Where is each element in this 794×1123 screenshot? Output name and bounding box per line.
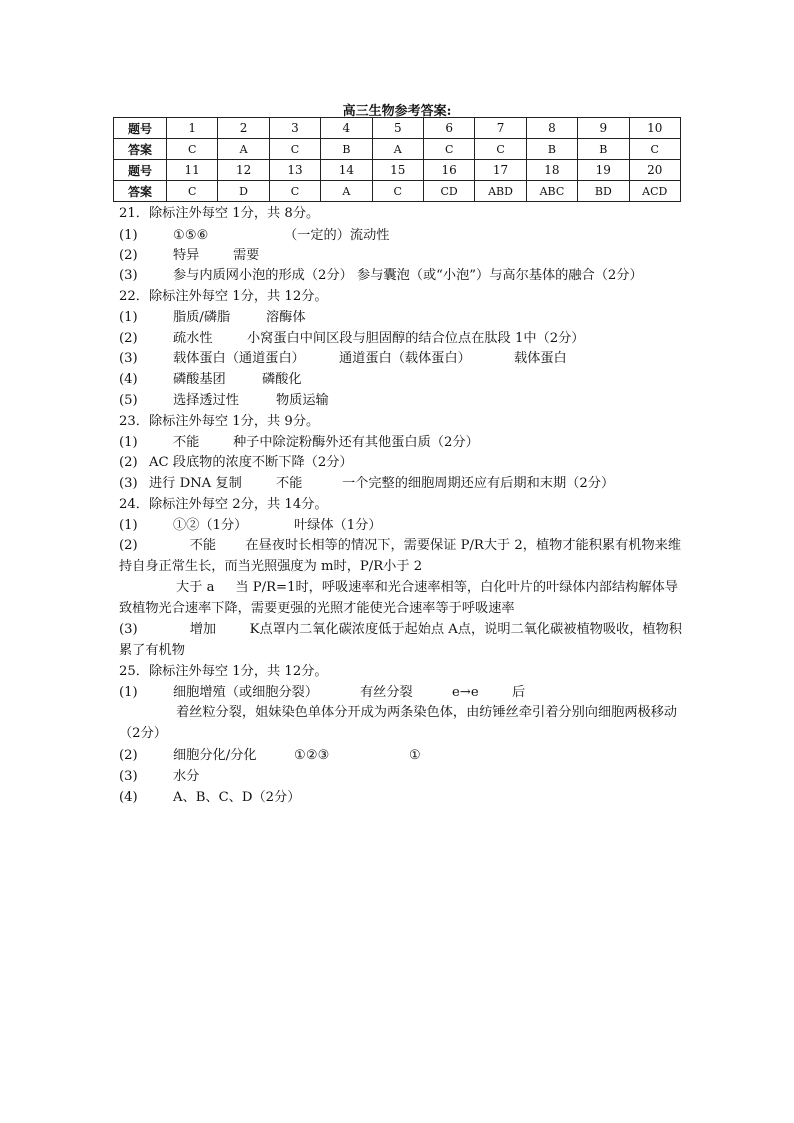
answer-text: （一定的）流动性 — [284, 228, 390, 243]
item-number: (3) — [119, 476, 138, 491]
item-number: (2) — [119, 248, 138, 263]
answer-text: 有丝分裂 — [360, 685, 413, 700]
section-header: 22．除标注外每空 1分，共 12分。 — [119, 289, 328, 304]
q24-line-2 — [119, 536, 684, 577]
q23-header — [119, 414, 319, 430]
item-number: (1) — [119, 228, 138, 243]
table-cell: 1 — [167, 118, 218, 139]
answer-text: 当 P/R=1时，呼吸速率和光合速率相等，白化叶片的叶绿体内部结构解体导致植物光合速率下降，需要更强的光照才能使光合速率等于呼吸速率 — [119, 580, 678, 616]
table-cell: 19 — [578, 160, 629, 181]
answer-text: 细胞分化/分化 — [173, 748, 257, 763]
question-number-row-2 — [114, 160, 681, 181]
item-number: (2) — [119, 538, 138, 553]
table-cell: ACD — [629, 181, 680, 202]
answer-text: 特异 — [173, 248, 200, 263]
answer-text: 细胞增殖（或细胞分裂） — [173, 685, 319, 700]
q24-line-2b — [119, 578, 684, 619]
table-cell: A — [372, 139, 423, 160]
table-cell: ABC — [526, 181, 577, 202]
table-cell: 10 — [629, 118, 680, 139]
q21-header — [119, 206, 319, 222]
answer-text: 水分 — [173, 769, 200, 784]
answer-text: 载体蛋白（通道蛋白） — [173, 351, 305, 366]
table-cell: C — [269, 181, 320, 202]
table-cell: C — [475, 139, 526, 160]
answer-text: 通道蛋白（载体蛋白） — [339, 351, 471, 366]
answer-text: e→e — [452, 685, 479, 700]
table-cell: 15 — [372, 160, 423, 181]
item-number: (1) — [119, 518, 138, 533]
answer-text: 在昼夜时长相等的情况下，需要保证 P/R大于 2，植物才能积累有机物来维持自身正常生长，而当光照强度为 m时，P/R小于 2 — [119, 538, 682, 574]
table-cell: 11 — [167, 160, 218, 181]
table-cell: 5 — [372, 118, 423, 139]
answer-text: 疏水性 — [173, 331, 213, 346]
q25-line-1b — [119, 703, 684, 744]
table-cell: 3 — [269, 118, 320, 139]
answer-text: 脂质/磷脂 — [173, 310, 231, 325]
q24-header — [119, 497, 328, 513]
table-cell: 8 — [526, 118, 577, 139]
item-number: (4) — [119, 372, 138, 387]
table-cell: C — [629, 139, 680, 160]
answer-text: 种子中除淀粉酶外还有其他蛋白质（2分） — [233, 435, 479, 450]
row-label: 答案 — [114, 139, 167, 160]
answer-text: ① — [409, 748, 421, 763]
answer-text: 叶绿体（1分） — [294, 518, 382, 533]
answer-text: 物质运输 — [276, 393, 329, 408]
row-label: 题号 — [114, 160, 167, 181]
section-header: 25．除标注外每空 1分，共 12分。 — [119, 664, 328, 679]
table-cell: 17 — [475, 160, 526, 181]
item-number: (5) — [119, 393, 138, 408]
item-number: (1) — [119, 435, 138, 450]
table-cell: 12 — [218, 160, 269, 181]
table-cell: A — [321, 181, 372, 202]
answer-text: 进行 DNA 复制 — [149, 476, 242, 491]
table-cell: C — [167, 139, 218, 160]
table-cell: C — [423, 139, 474, 160]
answer-text: 磷酸化 — [262, 372, 302, 387]
answer-text: 选择透过性 — [173, 393, 239, 408]
table-cell: B — [578, 139, 629, 160]
answer-table — [113, 117, 681, 202]
item-number: (3) — [119, 351, 138, 366]
item-number: (3) — [119, 268, 138, 283]
table-cell: 13 — [269, 160, 320, 181]
answer-text: 小窝蛋白中间区段与胆固醇的结合位点在肽段 1中（2分） — [247, 331, 585, 346]
table-cell: 7 — [475, 118, 526, 139]
answer-row-1 — [114, 139, 681, 160]
q24-line-3 — [119, 620, 684, 661]
question-number-row-1 — [114, 118, 681, 139]
table-cell: CD — [423, 181, 474, 202]
answer-row-2 — [114, 181, 681, 202]
item-number: (3) — [119, 622, 138, 637]
answer-text: 溶酶体 — [266, 310, 306, 325]
answer-text: 需要 — [233, 248, 260, 263]
answer-text: ①②（1分） — [173, 518, 248, 533]
table-cell: 9 — [578, 118, 629, 139]
table-cell: ABD — [475, 181, 526, 202]
answer-text: 载体蛋白 — [514, 351, 567, 366]
item-number: (2) — [119, 331, 138, 346]
answer-text: 不能 — [276, 476, 303, 491]
item-number: (4) — [119, 790, 138, 805]
table-cell: 4 — [321, 118, 372, 139]
table-cell: BD — [578, 181, 629, 202]
row-label: 题号 — [114, 118, 167, 139]
table-cell: C — [167, 181, 218, 202]
page-title: 高三生物参考答案: — [342, 104, 452, 119]
table-cell: C — [372, 181, 423, 202]
table-cell: 6 — [423, 118, 474, 139]
table-cell: 14 — [321, 160, 372, 181]
table-cell: C — [269, 139, 320, 160]
q22-header — [119, 289, 328, 305]
answer-text: 大于 a — [176, 580, 215, 595]
answer-text: 磷酸基团 — [173, 372, 226, 387]
table-cell: D — [218, 181, 269, 202]
answer-text: 着丝粒分裂，姐妹染色单体分开成为两条染色体，由纺锤丝牵引着分别向细胞两极移动（2分） — [119, 705, 678, 741]
table-cell: 2 — [218, 118, 269, 139]
item-number: (3) — [119, 769, 138, 784]
item-number: (1) — [119, 685, 138, 700]
section-header: 24．除标注外每空 2分，共 14分。 — [119, 497, 328, 512]
item-number: (2) — [119, 455, 138, 470]
q25-header — [119, 664, 328, 680]
answer-text: 不能 — [189, 538, 217, 553]
section-header: 23．除标注外每空 1分，共 9分。 — [119, 414, 320, 429]
table-cell: 18 — [526, 160, 577, 181]
item-number: (2) — [119, 748, 138, 763]
answer-text: 增加 — [189, 622, 217, 637]
item-number: (1) — [119, 310, 138, 325]
answer-text: K点罩内二氧化碳浓度低于起始点 A点，说明二氧化碳被植物吸收，植物积累了有机物 — [119, 622, 682, 658]
answer-text: AC 段底物的浓度不断下降（2分） — [149, 455, 353, 470]
answer-text: ①⑤⑥ — [173, 228, 209, 243]
answer-text: 后 — [512, 685, 526, 700]
table-cell: B — [321, 139, 372, 160]
table-cell: A — [218, 139, 269, 160]
section-header: 21．除标注外每空 1分，共 8分。 — [119, 206, 320, 221]
answer-text: 一个完整的细胞周期还应有后期和末期（2分） — [342, 476, 615, 491]
answer-text: 不能 — [173, 435, 200, 450]
table-cell: B — [526, 139, 577, 160]
answer-text: 参与内质网小泡的形成（2分） 参与囊泡（或“小泡”）与高尔基体的融合（2分） — [173, 268, 643, 283]
answer-text: ①②③ — [294, 748, 330, 763]
answer-text: A、B、C、D（2分） — [173, 790, 301, 805]
table-cell: 16 — [423, 160, 474, 181]
row-label: 答案 — [114, 181, 167, 202]
table-cell: 20 — [629, 160, 680, 181]
